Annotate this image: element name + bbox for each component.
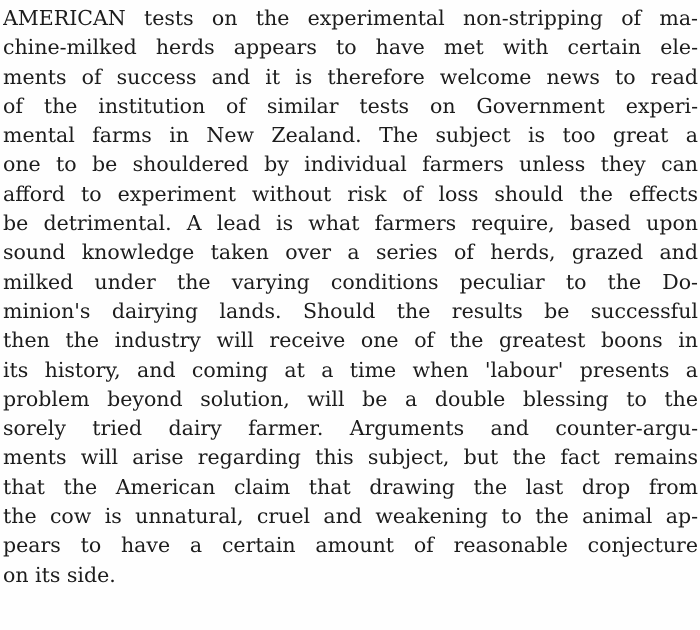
text-line: mental farms in New Zealand. The subject is too great a: [3, 123, 698, 148]
text-line: sound knowledge taken over a series of herds, grazed and: [3, 240, 698, 265]
text-line: sorely tried dairy farmer. Arguments and counter-argu-: [3, 416, 698, 441]
text-line: that the American claim that drawing the last drop from: [3, 474, 698, 499]
text-line: ments of success and it is therefore welcome news to read: [3, 64, 698, 89]
text-line: then the industry will receive one of the greatest boons in: [3, 328, 698, 353]
text-line: pears to have a certain amount of reasonable conjecture: [3, 533, 698, 558]
text-line: minion's dairying lands. Should the results be successful: [3, 298, 698, 323]
text-line: of the institution of similar tests on Government experi-: [3, 93, 698, 118]
text-line: chine-milked herds appears to have met with certain ele-: [3, 35, 698, 60]
text-line: ments will arise regarding this subject, but the fact remains: [3, 445, 698, 470]
text-line: AMERICAN tests on the experimental non-stripping of ma-: [3, 6, 698, 30]
text-line: on its side.: [3, 562, 116, 587]
text-line: be detrimental. A lead is what farmers require, based upon: [3, 211, 698, 236]
text-line: the cow is unnatural, cruel and weakening to the animal ap-: [3, 504, 698, 529]
text-line: problem beyond solution, will be a double blessing to the: [3, 386, 698, 411]
text-line: its history, and coming at a time when 'labour' presents a: [3, 357, 698, 382]
article-paragraph: [3, 4, 698, 590]
text-line: one to be shouldered by individual farmers unless they can: [3, 152, 698, 177]
text-line: afford to experiment without risk of loss should the effects: [3, 181, 698, 206]
text-line: milked under the varying conditions peculiar to the Do-: [3, 269, 698, 294]
